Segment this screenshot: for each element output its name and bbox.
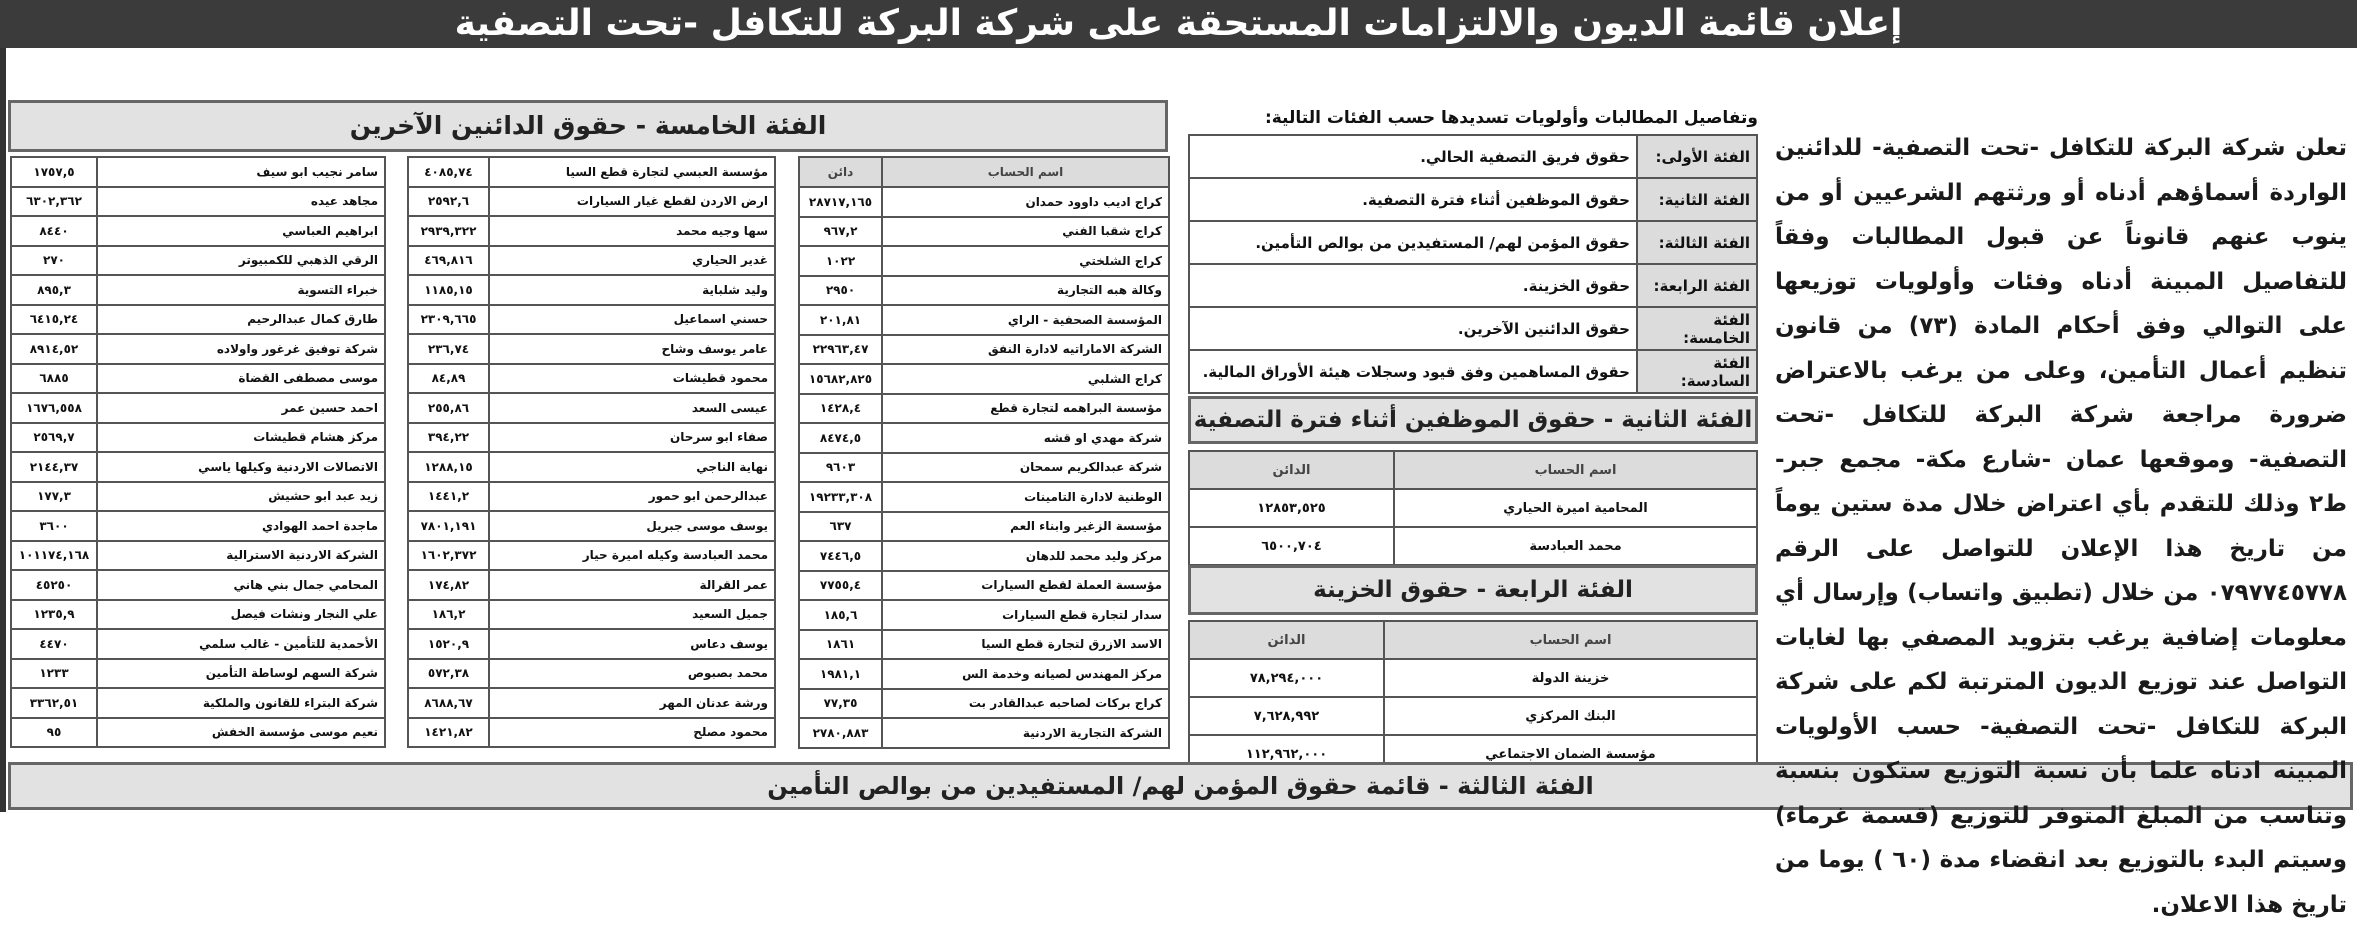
creditor-name: شركة عبدالكريم سمحان (882, 453, 1169, 483)
creditor-name: زيد عبد ابو حشيش (97, 482, 385, 512)
creditor-amount: ١١٢,٩٦٢,٠٠٠ (1189, 735, 1384, 773)
creditor-row (11, 452, 385, 482)
creditor-amount: ١٨٥,٦ (799, 600, 882, 630)
creditor-row (799, 718, 1169, 748)
creditor-amount: ١٢٨٥٣,٥٢٥ (1189, 489, 1394, 527)
creditor-name: كراج اديب داوود حمدان (882, 187, 1169, 217)
col-header-amount: دائن (799, 157, 882, 187)
category-label: الفئة الخامسة: (1637, 307, 1757, 350)
category-label: الفئة الرابعة: (1637, 264, 1757, 307)
creditor-row (11, 275, 385, 305)
creditor-name: محمد العبادسة (1394, 527, 1757, 565)
creditor-name: حسني اسماعيل (489, 305, 775, 335)
creditor-amount: ١٥٢٠,٩ (408, 629, 489, 659)
creditor-row (408, 629, 775, 659)
creditor-name: صفاء ابو سرحان (489, 423, 775, 453)
creditor-row (799, 394, 1169, 424)
category-description: حقوق الخزينة. (1189, 264, 1637, 307)
category5-heading: الفئة الخامسة - حقوق الدائنين الآخرين (8, 100, 1168, 152)
creditor-name: عبدالرحمن ابو حمور (489, 482, 775, 512)
category5-table-b (407, 156, 776, 748)
creditor-amount: ٢٧٨٠,٨٨٣ (799, 718, 882, 748)
creditor-amount: ٨٤٧٤,٥ (799, 423, 882, 453)
creditor-amount: ١٦٧٦,٥٥٨ (11, 393, 97, 423)
creditor-name: مؤسسة الزغير وابناء العم (882, 512, 1169, 542)
creditor-amount: ١٠٢٢ (799, 246, 882, 276)
creditor-amount: ٩٥ (11, 718, 97, 748)
creditor-amount: ١٦٠٢,٣٧٢ (408, 541, 489, 571)
creditor-name: عامر يوسف وشاح (489, 334, 775, 364)
category4-heading: الفئة الرابعة - حقوق الخزينة (1188, 565, 1758, 615)
creditor-name: عيسى السعد (489, 393, 775, 423)
creditor-name: كراج الشلختي (882, 246, 1169, 276)
col-header-amount: الدائن (1189, 621, 1384, 659)
category-label: الفئة السادسة: (1637, 350, 1757, 393)
creditor-amount: ٧٨٠١,١٩١ (408, 511, 489, 541)
category2-heading: الفئة الثانية - حقوق الموظفين أثناء فترة التصفية (1188, 396, 1758, 444)
creditor-name: نهاية الناجي (489, 452, 775, 482)
category4-table (1188, 620, 1758, 774)
creditor-row (11, 393, 385, 423)
creditor-amount: ٢٢٩٦٣,٤٧ (799, 335, 882, 365)
creditor-amount: ١٨٦,٢ (408, 600, 489, 630)
creditor-row (799, 600, 1169, 630)
creditor-amount: ٧,٦٢٨,٩٩٢ (1189, 697, 1384, 735)
creditor-name: خبراء التسوية (97, 275, 385, 305)
creditor-row (1189, 527, 1757, 565)
creditor-name: وليد شلباية (489, 275, 775, 305)
creditor-amount: ٨٩٥,٣ (11, 275, 97, 305)
creditor-name: مركز المهندس لصيانه وخدمة الس (882, 659, 1169, 689)
creditor-name: سدار لتجارة قطع السيارات (882, 600, 1169, 630)
category-label: الفئة الثانية: (1637, 178, 1757, 221)
category5-table-a (10, 156, 386, 748)
category3-heading: الفئة الثالثة - قائمة حقوق المؤمن لهم/ المستفيدين من بوالص التأمين (8, 762, 2353, 810)
creditor-amount: ٧٨,٢٩٤,٠٠٠ (1189, 659, 1384, 697)
creditor-row (408, 423, 775, 453)
creditor-row (408, 393, 775, 423)
category-row (1189, 221, 1757, 264)
creditor-row (799, 689, 1169, 719)
creditor-name: محمد بصبوص (489, 659, 775, 689)
category-label: الفئة الثالثة: (1637, 221, 1757, 264)
creditor-amount: ١٩٨١,١ (799, 659, 882, 689)
creditor-row (408, 600, 775, 630)
creditor-amount: ٤٤٧٠ (11, 629, 97, 659)
creditor-row (408, 452, 775, 482)
categories-intro: وتفاصيل المطالبات وأولويات تسديدها حسب الفئات التالية: (1264, 108, 1758, 128)
creditor-row (11, 659, 385, 689)
creditor-row (799, 423, 1169, 453)
creditor-amount: ٢٠١,٨١ (799, 305, 882, 335)
creditor-amount: ٢٣٠٩,٦٦٥ (408, 305, 489, 335)
creditor-row (799, 630, 1169, 660)
creditor-name: وكالة هبه التجارية (882, 276, 1169, 306)
creditor-row (408, 364, 775, 394)
creditor-name: ارض الاردن لقطع غيار السيارات (489, 187, 775, 217)
creditor-row (11, 718, 385, 748)
category-description: حقوق المساهمين وفق قيود وسجلات هيئة الأوراق المالية. (1189, 350, 1637, 393)
creditor-row (408, 570, 775, 600)
creditor-row (799, 217, 1169, 247)
creditor-row (799, 659, 1169, 689)
creditor-amount: ٢٧٠ (11, 246, 97, 276)
creditor-amount: ١١٨٥,١٥ (408, 275, 489, 305)
creditor-name: مؤسسة العبسي لتجارة قطع السيا (489, 157, 775, 187)
page-border (0, 48, 6, 812)
creditor-amount: ١٧٥٧,٥ (11, 157, 97, 187)
creditor-amount: ٢١٤٤,٣٧ (11, 452, 97, 482)
creditor-row (799, 571, 1169, 601)
creditor-name: الاسد الازرق لتجارة قطع السيا (882, 630, 1169, 660)
creditor-amount: ٩٦٠٣ (799, 453, 882, 483)
creditor-row (408, 688, 775, 718)
creditor-amount: ٨٦٨٨,٦٧ (408, 688, 489, 718)
col-header-name: اسم الحساب (882, 157, 1169, 187)
creditor-amount: ١٤٢٨,٤ (799, 394, 882, 424)
creditor-amount: ٢٨٧١٧,١٦٥ (799, 187, 882, 217)
creditor-amount: ٢٥٥,٨٦ (408, 393, 489, 423)
creditor-name: مؤسسة البراهمه لتجارة قطع (882, 394, 1169, 424)
creditor-name: مركز هشام قطيشات (97, 423, 385, 453)
creditor-row (799, 541, 1169, 571)
creditor-name: سامر نجيب ابو سيف (97, 157, 385, 187)
creditor-row (799, 512, 1169, 542)
creditor-name: المحامي جمال بني هاني (97, 570, 385, 600)
creditor-amount: ١٤٢١,٨٢ (408, 718, 489, 748)
creditor-row (11, 157, 385, 187)
creditor-name: الوطنية لادارة التامينات (882, 482, 1169, 512)
creditor-row (11, 600, 385, 630)
creditor-name: يوسف دعاس (489, 629, 775, 659)
creditor-name: موسى مصطفى القضاة (97, 364, 385, 394)
category-label: الفئة الأولى: (1637, 135, 1757, 178)
creditor-row (408, 718, 775, 748)
creditor-name: جميل السعيد (489, 600, 775, 630)
creditor-name: شركة توفيق غرغور واولاده (97, 334, 385, 364)
creditor-row (799, 276, 1169, 306)
creditor-name: مركز وليد محمد للدهان (882, 541, 1169, 571)
creditor-amount: ٧٧,٣٥ (799, 689, 882, 719)
creditor-amount: ٢٥٦٩,٧ (11, 423, 97, 453)
category-row (1189, 264, 1757, 307)
creditor-amount: ١٤٤١,٢ (408, 482, 489, 512)
creditor-name: سها وجيه محمد (489, 216, 775, 246)
categories-table (1188, 134, 1758, 394)
creditor-name: محمود مصلح (489, 718, 775, 748)
creditor-amount: ١٢٣٥,٩ (11, 600, 97, 630)
creditor-row (799, 335, 1169, 365)
creditor-amount: ٦٤١٥,٢٤ (11, 305, 97, 335)
creditor-name: مؤسسة العملة لقطع السيارات (882, 571, 1169, 601)
creditor-amount: ١٢٨٨,١٥ (408, 452, 489, 482)
creditor-row (408, 216, 775, 246)
creditor-row (11, 541, 385, 571)
category-description: حقوق المؤمن لهم/ المستفيدين من بوالص التأمين. (1189, 221, 1637, 264)
creditor-row (11, 688, 385, 718)
creditor-row (408, 305, 775, 335)
category-description: حقوق الموظفين أثناء فترة التصفية. (1189, 178, 1637, 221)
creditor-row (408, 187, 775, 217)
category-row (1189, 350, 1757, 393)
creditor-row (799, 364, 1169, 394)
creditor-amount: ٧٧٥٥,٤ (799, 571, 882, 601)
announcement-title: إعلان قائمة الديون والالتزامات المستحقة على شركة البركة للتكافل -تحت التصفية (0, 0, 2357, 48)
creditor-name: شركة البتراء للقانون والملكية (97, 688, 385, 718)
creditor-name: كراج شقبا الفني (882, 217, 1169, 247)
creditor-amount: ٢٥٩٢,٦ (408, 187, 489, 217)
creditor-amount: ١٠١١٧٤,١٦٨ (11, 541, 97, 571)
creditor-name: المحامية اميرة الحياري (1394, 489, 1757, 527)
creditor-name: الشركة التجارية الاردنية (882, 718, 1169, 748)
creditor-amount: ٢٣٦,٧٤ (408, 334, 489, 364)
creditor-row (1189, 697, 1757, 735)
creditor-name: ماجدة احمد الهوادي (97, 511, 385, 541)
creditor-row (11, 570, 385, 600)
creditor-name: الشركة الاماراتيه لادارة النفق (882, 335, 1169, 365)
creditor-amount: ٣٩٤,٢٢ (408, 423, 489, 453)
creditor-amount: ٢٩٣٩,٣٢٢ (408, 216, 489, 246)
creditor-name: عمر القرالة (489, 570, 775, 600)
creditor-row (799, 246, 1169, 276)
creditor-row (1189, 659, 1757, 697)
notice-paragraph: تعلن شركة البركة للتكافل -تحت التصفية- للدائنين الواردة أسماؤهم أدناه أو ورثتهم الشرعيين أو من ينوب عنهم قانوناً عن قبول المطالبات وفقاً للتفاصيل المبينة أدناه وفئات وأولويات توزيعها على التوالي وفق أحكام المادة (٧٣) من قانون تنظيم أعمال التأمين، وعلى من يرغب بالاعتراض ضرورة مراجعة شركة البركة للتكافل -تحت التصفية- وموقعها عمان -شارع مكة- مجمع جبر- ط٢ وذلك للتقدم بأي اعتراض خلال مدة ستين يوماً من تاريخ هذا الإعلان للتواصل على الرقم ٠٧٩٧٧٤٥٧٧٨ من خلال (تطبيق واتساب) وإرسال أي معلومات إضافية يرغب بتزويد المصفي بها لغايات التواصل عند توزيع الديون المترتبة لكم على شركة البركة للتكافل -تحت التصفية- حسب الأولويات المبينه ادناه علما بأن نسبة التوزيع ستكون بنسبة وتناسب من المبلغ المتوفر للتوزيع (قسمة غرماء) وسيتم البدء بالتوزيع بعد انقضاء مدة (٦٠ ) يوما من تاريخ هذا الاعلان. (1775, 135, 2348, 918)
creditor-name: مؤسسة الضمان الاجتماعي (1384, 735, 1757, 773)
creditor-amount: ١٢٣٣ (11, 659, 97, 689)
creditor-amount: ٣٦٠٠ (11, 511, 97, 541)
creditor-amount: ١٧٤,٨٢ (408, 570, 489, 600)
category5-table-c (798, 156, 1170, 749)
creditor-amount: ٦٨٨٥ (11, 364, 97, 394)
category-row (1189, 178, 1757, 221)
creditor-amount: ٧٤٤٦,٥ (799, 541, 882, 571)
creditor-name: ابراهيم العباسي (97, 216, 385, 246)
creditor-row (11, 187, 385, 217)
creditor-row (11, 629, 385, 659)
creditor-row (11, 423, 385, 453)
creditor-row (11, 246, 385, 276)
creditor-row (408, 659, 775, 689)
creditor-name: خزينة الدولة (1384, 659, 1757, 697)
creditor-name: الشركة الاردنية الاسترالية (97, 541, 385, 571)
creditor-row (408, 541, 775, 571)
creditor-name: يوسف موسى جبريل (489, 511, 775, 541)
category-row (1189, 135, 1757, 178)
creditor-row (408, 334, 775, 364)
creditor-row (799, 453, 1169, 483)
creditor-name: احمد حسين عمر (97, 393, 385, 423)
creditor-amount: ٣٣٦٢,٥١ (11, 688, 97, 718)
creditor-name: البنك المركزي (1384, 697, 1757, 735)
creditor-name: كراج بركات لصاحبه عبدالقادر بت (882, 689, 1169, 719)
creditor-row (799, 305, 1169, 335)
creditor-name: نعيم موسى مؤسسة الخفش (97, 718, 385, 748)
creditor-row (408, 482, 775, 512)
creditor-amount: ٤٠٨٥,٧٤ (408, 157, 489, 187)
creditor-name: محمود قطيشات (489, 364, 775, 394)
creditor-amount: ٤٦٩,٨١٦ (408, 246, 489, 276)
creditor-row (408, 157, 775, 187)
creditor-name: غدير الحياري (489, 246, 775, 276)
creditor-row (11, 511, 385, 541)
creditor-name: الاتصالات الاردنية وكيلها ياسي (97, 452, 385, 482)
category-row (1189, 307, 1757, 350)
creditor-row (11, 305, 385, 335)
col-header-amount: الدائن (1189, 451, 1394, 489)
category2-table (1188, 450, 1758, 566)
creditor-amount: ١٩٢٣٣,٣٠٨ (799, 482, 882, 512)
creditor-name: الرقي الذهبي للكمبيوتر (97, 246, 385, 276)
creditor-row (799, 187, 1169, 217)
creditor-amount: ١٥٦٨٢,٨٢٥ (799, 364, 882, 394)
creditor-amount: ٢٩٥٠ (799, 276, 882, 306)
creditor-amount: ٨٩١٤,٥٢ (11, 334, 97, 364)
creditor-name: شركة مهدي او قشه (882, 423, 1169, 453)
category-description: حقوق فريق التصفية الحالي. (1189, 135, 1637, 178)
creditor-name: ورشة عدنان المهر (489, 688, 775, 718)
creditor-name: محمد العبادسة وكيله اميرة حيار (489, 541, 775, 571)
col-header-name: اسم الحساب (1394, 451, 1757, 489)
creditor-amount: ٨٤,٨٩ (408, 364, 489, 394)
creditor-amount: ١٨٦١ (799, 630, 882, 660)
creditor-name: علي النجار ونشات فيصل (97, 600, 385, 630)
creditor-row (11, 334, 385, 364)
creditor-amount: ٩٦٧,٢ (799, 217, 882, 247)
creditor-amount: ٨٤٤٠ (11, 216, 97, 246)
creditor-row (11, 482, 385, 512)
creditor-amount: ٥٧٢,٣٨ (408, 659, 489, 689)
creditor-name: الأحمدية للتأمين - غالب سلمي (97, 629, 385, 659)
col-header-name: اسم الحساب (1384, 621, 1757, 659)
creditor-amount: ٤٥٢٥٠ (11, 570, 97, 600)
creditor-amount: ٦٣٧ (799, 512, 882, 542)
creditor-amount: ٦٥٠٠,٧٠٤ (1189, 527, 1394, 565)
creditor-row (799, 482, 1169, 512)
creditor-row (408, 275, 775, 305)
category-description: حقوق الدائنين الآخرين. (1189, 307, 1637, 350)
creditor-amount: ١٧٧,٣ (11, 482, 97, 512)
creditor-row (11, 216, 385, 246)
creditor-amount: ٦٣٠٢,٣٦٢ (11, 187, 97, 217)
creditor-row (11, 364, 385, 394)
creditor-row (408, 246, 775, 276)
creditor-row (408, 511, 775, 541)
creditor-name: شركة السهم لوساطة التأمين (97, 659, 385, 689)
creditor-row (1189, 489, 1757, 527)
creditor-name: المؤسسة الصحفية - الراي (882, 305, 1169, 335)
creditor-name: كراج الشلبي (882, 364, 1169, 394)
creditor-name: طارق كمال عبدالرحيم (97, 305, 385, 335)
creditor-name: مجاهد عيده (97, 187, 385, 217)
